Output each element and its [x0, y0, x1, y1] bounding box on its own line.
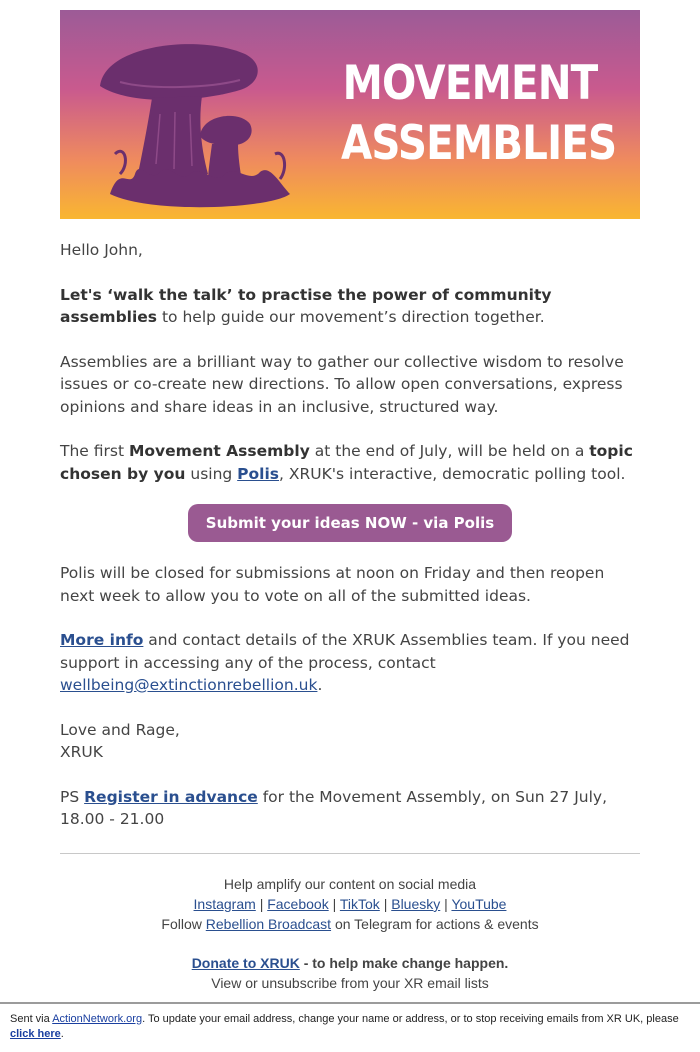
cta-row: [60, 504, 640, 542]
email-body: [60, 239, 640, 831]
notice-end: .: [60, 1028, 64, 1040]
para3-bold-movement-assembly: Movement Assembly: [128, 442, 310, 460]
tiktok-link[interactable]: TikTok: [339, 896, 380, 912]
mushroom-illustration-icon: [90, 24, 300, 219]
donate-link[interactable]: Donate to XRUK: [191, 955, 300, 971]
separator: |: [383, 896, 388, 912]
para3-text-a: The first: [60, 442, 129, 460]
notice-text: . To update your email address, change your name or address, or to stop receiving emails from XR UK, please: [142, 1013, 679, 1025]
register-link[interactable]: Register in advance: [84, 787, 258, 806]
rebellion-broadcast-link[interactable]: Rebellion Broadcast: [205, 916, 332, 932]
header-banner: [60, 10, 640, 219]
first-assembly-paragraph: [60, 440, 640, 485]
more-info-end: .: [317, 676, 323, 694]
donate-text: - to help make change happen.: [299, 955, 509, 971]
signoff-line1: Love and Rage,: [60, 720, 180, 739]
submit-ideas-button[interactable]: Submit your ideas NOW - via Polis: [188, 504, 512, 542]
separator: |: [444, 896, 448, 912]
amplify-text: Help amplify our content on social media: [223, 876, 477, 892]
ps-prefix: PS: [60, 787, 85, 806]
footer-divider: [60, 853, 640, 854]
assemblies-paragraph: Assemblies are a brilliant way to gather our collective wisdom to resolve issues or co-create new directions. To allow open conversations, express opinions and share ideas in an inclusive, structured way.: [60, 352, 624, 416]
actionnetwork-link[interactable]: ActionNetwork.org: [52, 1013, 143, 1025]
greeting: Hello John,: [60, 241, 143, 259]
follow-prefix: Follow: [161, 916, 206, 932]
email-content: [60, 10, 640, 831]
para3-text-e: using: [185, 464, 238, 483]
more-info-link[interactable]: More info: [60, 631, 144, 649]
intro-rest: to help guide our movement’s direction together.: [157, 308, 545, 326]
click-here-link[interactable]: click here: [10, 1028, 61, 1040]
bluesky-link[interactable]: Bluesky: [391, 896, 441, 912]
facebook-link[interactable]: Facebook: [267, 896, 329, 912]
para3-text-f: , XRUK's interactive, democratic polling tool.: [279, 464, 626, 483]
wellbeing-email-link[interactable]: wellbeing@extinctionrebellion.uk: [60, 676, 318, 694]
banner-title-line1: MOVEMENT: [342, 56, 598, 111]
intro-paragraph: [60, 284, 640, 329]
more-info-paragraph: [60, 629, 640, 697]
follow-line: [60, 914, 640, 934]
unsubscribe-text[interactable]: View or unsubscribe from your XR email lists: [211, 975, 489, 991]
instagram-link[interactable]: Instagram: [193, 896, 256, 912]
ps-text: for the Movement Assembly, on Sun 27 July, 18.00 - 21.00: [60, 787, 608, 828]
para3-bold-topic: topic chosen by you: [60, 442, 633, 483]
signoff-line2: XRUK: [60, 743, 103, 761]
banner-title-line2: ASSEMBLIES: [341, 116, 617, 171]
footer: [60, 874, 640, 993]
actionnetwork-notice: [10, 1012, 690, 1042]
follow-suffix: on Telegram for actions & events: [331, 916, 539, 932]
social-links: [60, 894, 640, 914]
ps-paragraph: [60, 786, 640, 831]
intro-bold: Let's ‘walk the talk’ to practise the power of community assemblies: [60, 285, 552, 326]
bottom-divider: [0, 1002, 700, 1004]
donate-line: [60, 953, 640, 973]
separator: |: [332, 896, 337, 912]
sent-via-text: Sent via: [10, 1013, 53, 1025]
polis-closing-paragraph: Polis will be closed for submissions at noon on Friday and then reopen next week to allow you to vote on all of the submitted ideas.: [60, 564, 605, 605]
banner-title: [341, 54, 617, 174]
more-info-text: and contact details of the XRUK Assemblies team. If you need support in accessing any of the process, contact: [60, 631, 630, 672]
para3-text-c: at the end of July, will be held on a: [309, 442, 590, 460]
polis-link[interactable]: Polis: [237, 464, 280, 483]
separator: |: [259, 896, 264, 912]
youtube-link[interactable]: YouTube: [451, 896, 507, 912]
